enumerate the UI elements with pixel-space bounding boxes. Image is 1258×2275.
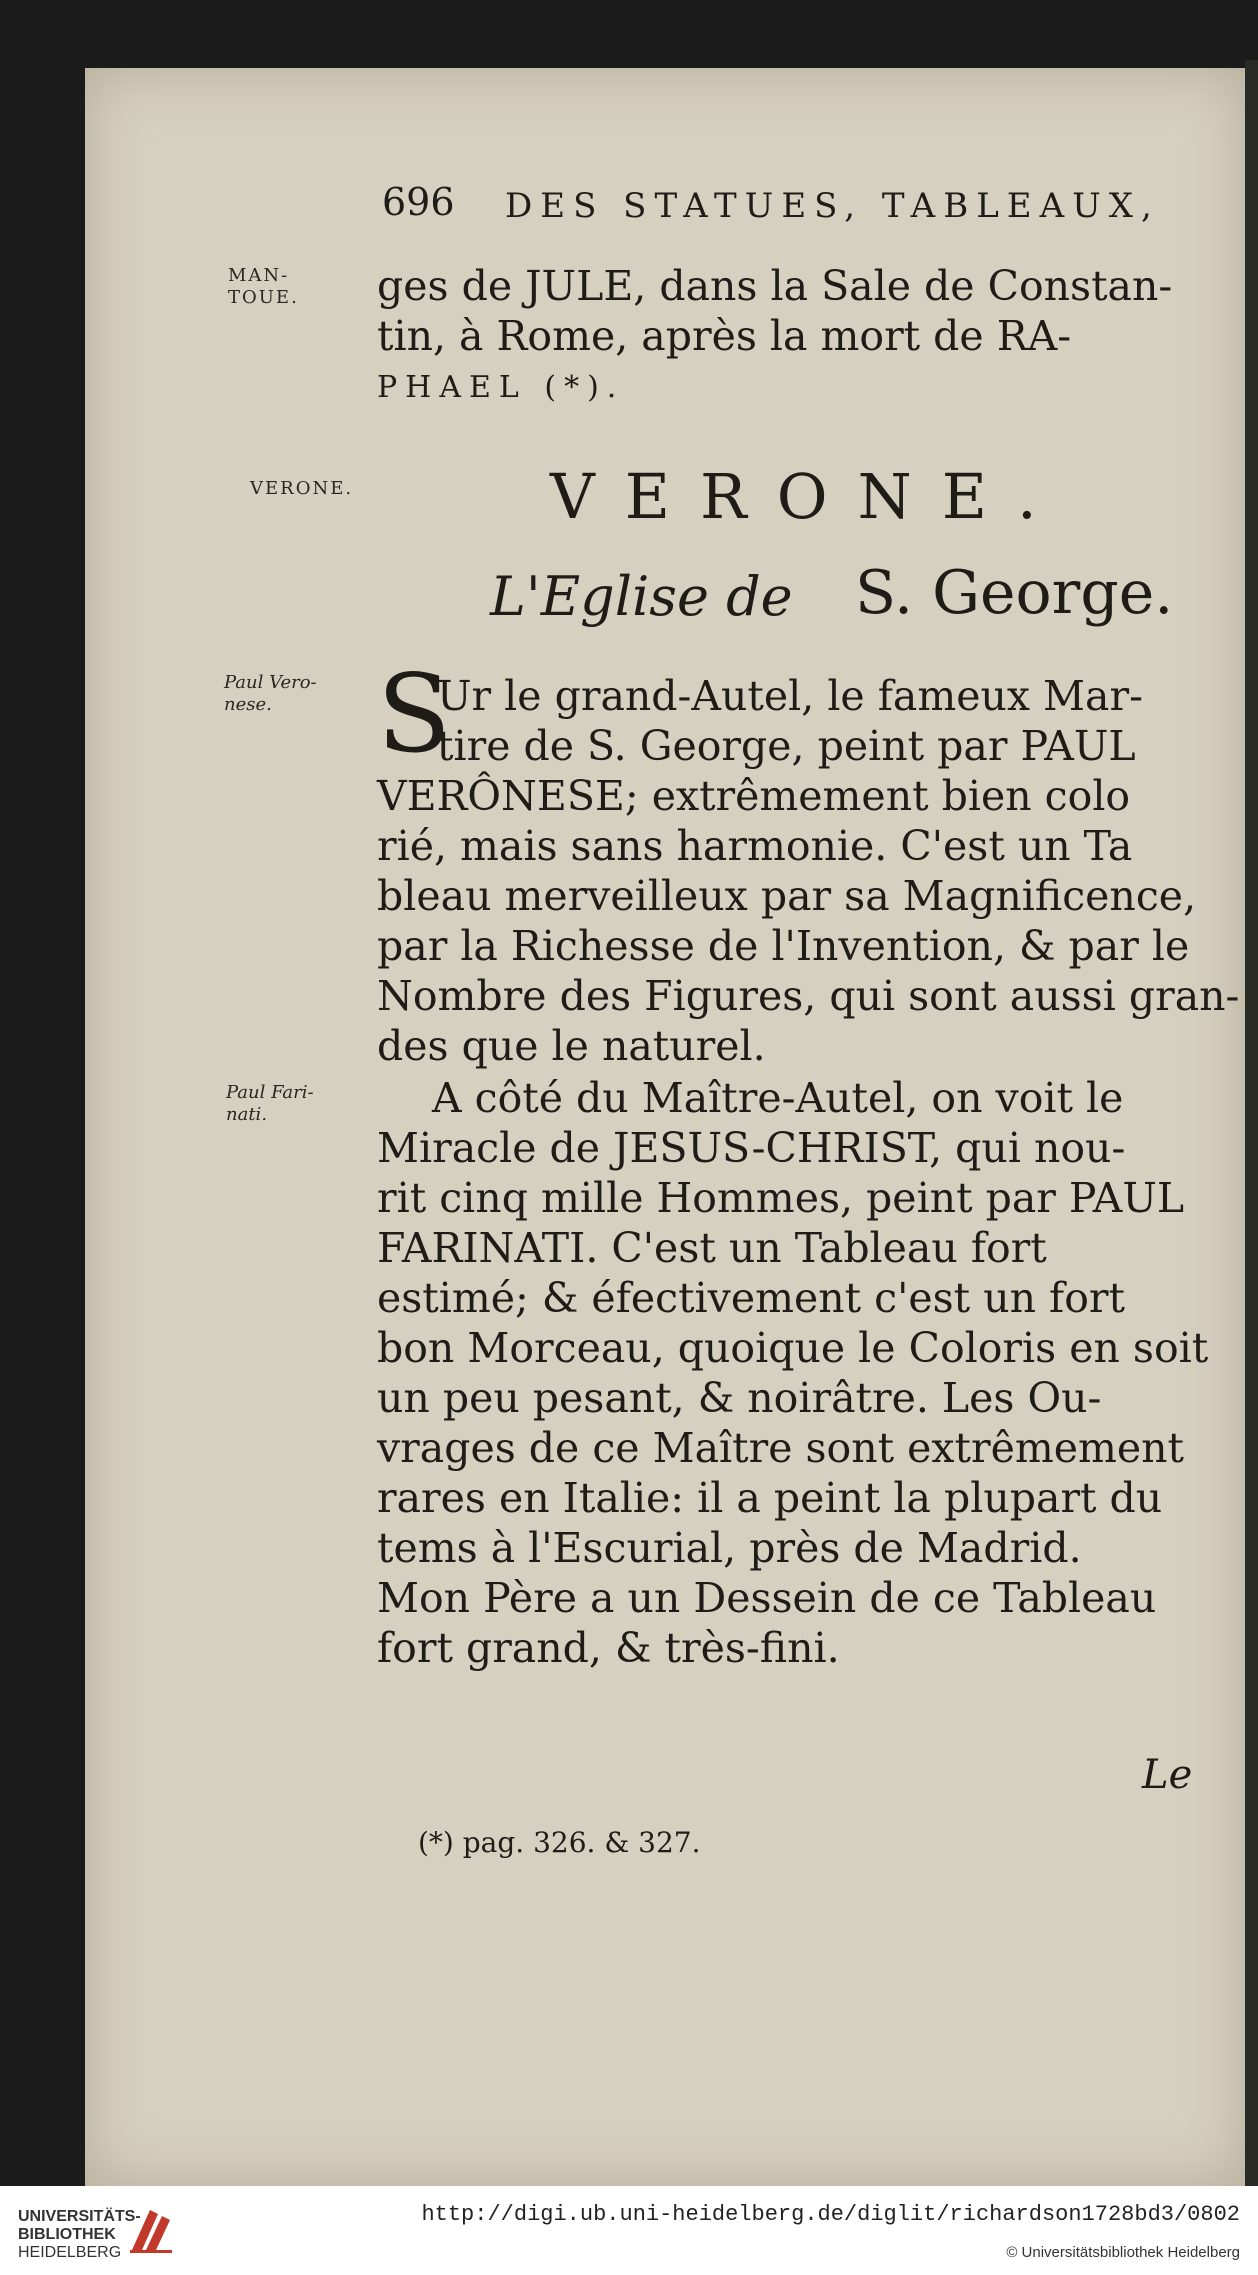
text-line: rié, mais sans harmonie. C'est un Ta — [377, 822, 1133, 870]
text-line: FARINATI. C'est un Tableau fort — [377, 1224, 1047, 1272]
permalink-url[interactable]: http://digi.ub.uni-heidelberg.de/diglit/richardson1728bd3/0802 — [421, 2202, 1240, 2227]
page-edge — [1245, 60, 1258, 2186]
text-line: PHAEL (*). — [377, 370, 625, 405]
text-line: Mon Père a un Dessein de ce Tableau — [377, 1574, 1157, 1622]
text-line: estimé; & éfectivement c'est un fort — [377, 1274, 1125, 1322]
text-line: Ur le grand-Autel, le fameux Mar- — [437, 672, 1143, 720]
text-line: tin, à Rome, après la mort de RA- — [377, 312, 1072, 360]
text-line: rares en Italie: il a peint la plupart du — [377, 1474, 1163, 1522]
page-number: 696 — [382, 180, 455, 224]
library-logo-icon[interactable] — [128, 2206, 174, 2254]
text-line: Miracle de JESUS-CHRIST, qui nou- — [377, 1124, 1126, 1172]
text-line: A côté du Maître-Autel, on voit le — [432, 1074, 1124, 1122]
text-line: par la Richesse de l'Invention, & par le — [377, 922, 1190, 970]
text-line: VERÔNESE; extrêmement bien colo — [377, 772, 1131, 820]
catchword: Le — [1142, 1752, 1193, 1798]
section-subtitle-italic: L'Eglise de — [490, 565, 793, 628]
logo-line: BIBLIOTHEK — [18, 2226, 116, 2243]
margin-note-verone: VERONE. — [250, 478, 354, 499]
running-head: DES STATUES, TABLEAUX, — [505, 186, 1160, 226]
logo-line: HEIDELBERG — [18, 2244, 122, 2261]
text-line: Nombre des Figures, qui sont aussi gran- — [377, 972, 1240, 1020]
section-title: VERONE. — [550, 460, 1067, 533]
margin-note-mantoue: MAN- TOUE. — [228, 265, 299, 308]
text-line: bleau merveilleux par sa Magnificence, — [377, 872, 1197, 920]
logo-line: UNIVERSITÄTS- — [18, 2208, 141, 2225]
text-line: ges de JULE, dans la Sale de Constan- — [377, 262, 1173, 310]
margin-note-paul-farinati: Paul Fari- nati. — [226, 1082, 314, 1125]
copyright-notice: © Universitätsbibliothek Heidelberg — [1006, 2244, 1240, 2261]
margin-note-paul-veronese: Paul Vero- nese. — [224, 672, 317, 715]
text-line: un peu pesant, & noirâtre. Les Ou- — [377, 1374, 1102, 1422]
library-logo-text[interactable] — [18, 2208, 141, 2262]
text-line: tems à l'Escurial, près de Madrid. — [377, 1524, 1082, 1572]
text-line: bon Morceau, quoique le Coloris en soit — [377, 1324, 1209, 1372]
drop-cap: S — [377, 652, 451, 777]
text-line: tire de S. George, peint par PAUL — [437, 722, 1136, 770]
footer-bar — [0, 2186, 1258, 2275]
footnote: (*) pag. 326. & 327. — [418, 1826, 701, 1859]
section-subtitle-roman: S. George. — [855, 558, 1174, 628]
text-line: vrages de ce Maître sont extrêmement — [377, 1424, 1185, 1472]
text-line: fort grand, & très-fini. — [377, 1624, 840, 1672]
text-line: des que le naturel. — [377, 1022, 766, 1070]
text-line: rit cinq mille Hommes, peint par PAUL — [377, 1174, 1185, 1222]
